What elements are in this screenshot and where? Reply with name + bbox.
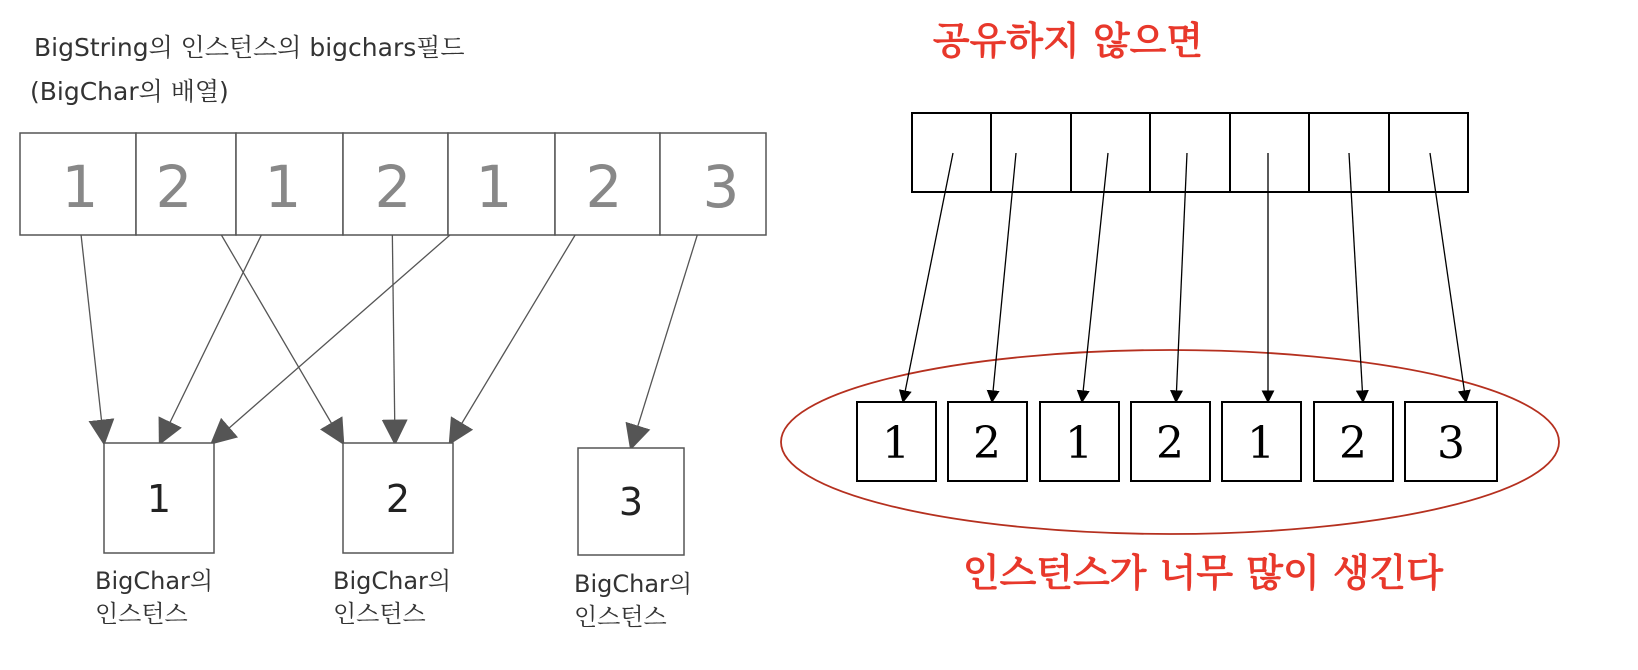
instance-value: 1	[146, 477, 172, 521]
array-cell-value: 1	[475, 153, 513, 221]
array-cell-value: 2	[374, 153, 412, 221]
left-caption-line2: (BigChar의 배열)	[30, 77, 229, 106]
unshared-instances	[857, 402, 1497, 481]
unshared-instance-value: 1	[882, 418, 910, 469]
unshared-instance-value: 2	[973, 418, 1001, 469]
array-cell-value: 1	[264, 153, 302, 221]
reference-cell	[1389, 113, 1468, 192]
reference-arrow	[78, 207, 104, 443]
array-cell-value: 2	[585, 153, 623, 221]
right-title: 공유하지 않으면	[932, 19, 1204, 63]
left-panel	[20, 33, 766, 631]
reference-cell	[1150, 113, 1230, 192]
reference-arrow	[631, 207, 706, 448]
instance-value: 3	[618, 480, 644, 524]
array-cell-value: 2	[155, 153, 193, 221]
bigchar-instance-2	[333, 443, 453, 628]
reference-arrow	[212, 207, 482, 443]
bigchar-instances	[95, 443, 692, 631]
reference-cell	[1071, 113, 1150, 192]
instance-label-line1: BigChar의	[333, 567, 452, 595]
left-caption-line1: BigString의 인스턴스의 bigchars필드	[34, 33, 465, 62]
array-cell-value: 3	[702, 153, 740, 221]
reference-cell	[1230, 113, 1309, 192]
instance-value: 2	[385, 477, 411, 521]
unshared-instance-value: 2	[1339, 418, 1367, 469]
reference-cell	[1309, 113, 1389, 192]
reference-arrow	[450, 207, 592, 443]
reference-array	[912, 113, 1468, 192]
instance-label-line2: 인스턴스	[333, 600, 426, 628]
instance-label-line2: 인스턴스	[574, 603, 667, 631]
unshared-instance-value: 1	[1065, 418, 1093, 469]
bigchar-instance-3	[574, 448, 692, 631]
left-arrows	[78, 207, 706, 448]
instance-label-line2: 인스턴스	[95, 600, 188, 628]
reference-arrow	[392, 207, 395, 443]
unshared-instance-value: 2	[1156, 418, 1184, 469]
right-footer: 인스턴스가 너무 많이 생긴다	[962, 551, 1444, 595]
instance-label-line1: BigChar의	[574, 570, 693, 598]
right-panel	[781, 19, 1559, 595]
bigchars-array	[20, 133, 766, 235]
instance-label-line1: BigChar의	[95, 567, 214, 595]
unshared-instance-value: 3	[1437, 418, 1465, 469]
reference-cell	[912, 113, 991, 192]
unshared-instance-value: 1	[1247, 418, 1275, 469]
reference-arrow	[160, 207, 275, 443]
bigchar-instance-1	[95, 443, 214, 628]
reference-arrow	[205, 207, 343, 443]
reference-cell	[991, 113, 1071, 192]
array-cell-value: 1	[61, 153, 99, 221]
